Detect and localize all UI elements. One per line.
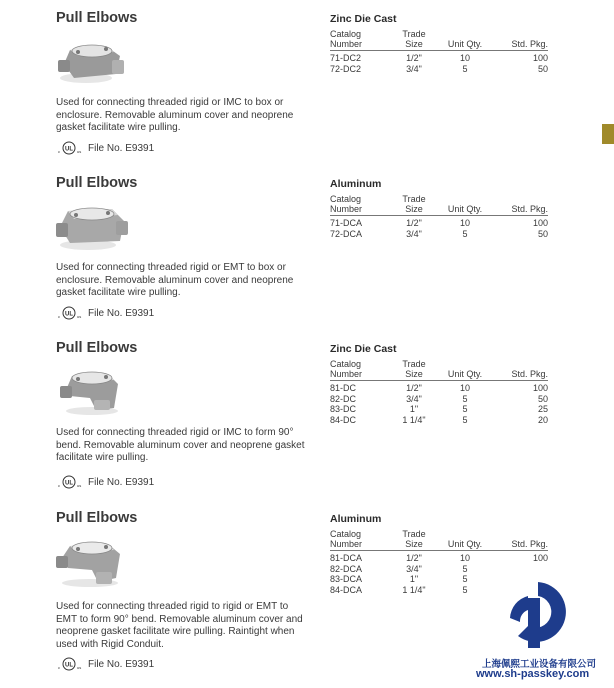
std-pkg-cell: 50 <box>537 63 548 74</box>
product-section <box>0 330 614 500</box>
unit-qty-cell: 10 <box>459 383 470 393</box>
product-description: Used for connecting threaded rigid or IMC to form 90° bend. Removable aluminum cover and neoprene gasket facilitate wire pulling. <box>56 427 305 463</box>
svg-text:us: us <box>77 483 82 488</box>
file-number: File No. E9391 <box>88 476 155 488</box>
product-title: Pull Elbows <box>56 340 138 356</box>
certification <box>56 657 154 671</box>
material-label: Zinc Die Cast <box>330 13 397 25</box>
col-trade-size: Trade Size <box>402 194 426 214</box>
trade-size-cell: 1" <box>409 574 419 584</box>
std-pkg-cell: 100 <box>532 553 548 563</box>
svg-text:c: c <box>58 483 60 488</box>
trade-size-cell: 1/2" <box>406 553 422 563</box>
table-row <box>330 394 548 405</box>
unit-qty-cell: 5 <box>462 393 468 404</box>
catalog-number-cell: 83-DC <box>330 404 357 414</box>
col-unit-qty: Unit Qty. <box>447 369 483 379</box>
catalog-number-cell: 72-DC2 <box>330 63 362 74</box>
svg-text:us: us <box>77 149 82 154</box>
catalog-number-cell: 81-DC <box>330 383 357 393</box>
company-website: www.sh-passkey.com <box>476 668 590 680</box>
unit-qty-cell: 5 <box>462 63 468 74</box>
catalog-number-cell: 82-DC <box>330 393 357 404</box>
col-catalog-number: Catalog Number <box>330 29 363 49</box>
file-number: File No. E9391 <box>88 142 155 154</box>
trade-size-cell: 3/4" <box>406 63 422 74</box>
std-pkg-cell: 100 <box>532 383 548 393</box>
unit-qty-cell: 10 <box>459 53 470 63</box>
col-trade-size: Trade Size <box>402 359 426 379</box>
unit-qty-cell: 10 <box>459 218 470 228</box>
material-label: Zinc Die Cast <box>330 343 397 355</box>
table-row <box>330 216 548 229</box>
spec-table <box>330 359 548 425</box>
spec-header-row <box>330 529 548 551</box>
company-logo-icon <box>498 578 578 650</box>
product-title: Pull Elbows <box>56 10 138 26</box>
spec-header-row <box>330 29 548 51</box>
ul-listed-icon <box>56 141 82 155</box>
table-row <box>330 564 548 575</box>
ul-mark-text: UL <box>65 146 73 153</box>
table-row <box>330 64 548 75</box>
trade-size-cell: 1/2" <box>406 383 422 393</box>
col-trade-size: Trade Size <box>402 529 426 549</box>
trade-size-cell: 1 1/4" <box>402 414 426 425</box>
col-std-pkg: Std. Pkg. <box>511 39 548 49</box>
ul-listed-icon <box>56 306 82 320</box>
spec-table <box>330 194 548 239</box>
table-row <box>330 381 548 394</box>
svg-text:c: c <box>58 314 60 319</box>
pull-elbow-photo <box>56 364 128 416</box>
table-row <box>330 415 548 426</box>
col-unit-qty: Unit Qty. <box>447 539 483 549</box>
company-name: 上海佩熙工业设备有限公司 <box>482 659 597 670</box>
std-pkg-cell: 20 <box>537 414 548 425</box>
certification <box>56 306 154 320</box>
ul-mark-text: UL <box>65 311 73 318</box>
std-pkg-cell <box>496 564 548 575</box>
catalog-number-cell: 71-DCA <box>330 218 363 228</box>
trade-size-cell: 3/4" <box>406 563 422 574</box>
catalog-number-cell: 71-DC2 <box>330 53 362 63</box>
product-description: Used for connecting threaded rigid to rigid or EMT to EMT to form 90° bend. Removable aluminum cover and neoprene gasket facilitate wire pulling. Raintight when used with Rigid Conduit. <box>56 601 303 650</box>
ul-listed-icon <box>56 475 82 489</box>
col-unit-qty: Unit Qty. <box>447 39 483 49</box>
col-std-pkg: Std. Pkg. <box>511 204 548 214</box>
unit-qty-cell: 5 <box>462 228 468 239</box>
std-pkg-cell: 100 <box>532 53 548 63</box>
trade-size-cell: 1" <box>409 404 419 414</box>
spec-header-row <box>330 359 548 381</box>
col-unit-qty: Unit Qty. <box>447 204 483 214</box>
table-row <box>330 51 548 64</box>
trade-size-cell: 1/2" <box>406 218 422 228</box>
catalog-number-cell: 84-DC <box>330 414 357 425</box>
pull-elbow-photo <box>56 536 128 588</box>
col-catalog-number: Catalog Number <box>330 194 363 214</box>
trade-size-cell: 1/2" <box>406 53 422 63</box>
unit-qty-cell: 5 <box>462 574 468 584</box>
pull-elbow-photo <box>56 34 128 86</box>
pull-elbow-photo <box>56 199 128 251</box>
file-number: File No. E9391 <box>88 307 155 319</box>
product-title: Pull Elbows <box>56 175 138 191</box>
unit-qty-cell: 5 <box>462 414 468 425</box>
unit-qty-cell: 10 <box>459 553 470 563</box>
std-pkg-cell: 50 <box>537 393 548 404</box>
material-label: Aluminum <box>330 513 382 525</box>
ul-mark-text: UL <box>65 480 73 487</box>
trade-size-cell: 1 1/4" <box>402 584 426 595</box>
ul-listed-icon <box>56 657 82 671</box>
product-title: Pull Elbows <box>56 510 138 526</box>
col-catalog-number: Catalog Number <box>330 359 363 379</box>
col-trade-size: Trade Size <box>402 29 426 49</box>
ul-mark-text: UL <box>65 662 73 669</box>
product-section <box>0 165 614 335</box>
spec-table <box>330 29 548 74</box>
spec-header-row <box>330 194 548 216</box>
col-std-pkg: Std. Pkg. <box>511 369 548 379</box>
std-pkg-cell: 25 <box>537 404 548 414</box>
unit-qty-cell: 5 <box>462 563 468 574</box>
product-description: Used for connecting threaded rigid or IMC to box or enclosure. Removable aluminum cover and neoprene gasket facilitate wire pulling. <box>56 97 294 133</box>
trade-size-cell: 3/4" <box>406 228 422 239</box>
file-number: File No. E9391 <box>88 658 155 670</box>
std-pkg-cell: 50 <box>537 228 548 239</box>
col-std-pkg: Std. Pkg. <box>511 539 548 549</box>
catalog-number-cell: 81-DCA <box>330 553 363 563</box>
svg-text:us: us <box>77 665 82 670</box>
catalog-number-cell: 82-DCA <box>330 563 363 574</box>
catalog-number-cell: 84-DCA <box>330 584 363 595</box>
certification <box>56 141 154 155</box>
svg-text:c: c <box>58 149 60 154</box>
product-description: Used for connecting threaded rigid or EMT to box or enclosure. Removable aluminum cover and neoprene gasket facilitate wire pulling. <box>56 262 294 298</box>
material-label: Aluminum <box>330 178 382 190</box>
svg-text:c: c <box>58 665 60 670</box>
table-row <box>330 229 548 240</box>
table-row <box>330 551 548 564</box>
svg-text:us: us <box>77 314 82 319</box>
std-pkg-cell: 100 <box>532 218 548 228</box>
table-row <box>330 404 548 415</box>
unit-qty-cell: 5 <box>462 404 468 414</box>
product-section <box>0 0 614 170</box>
catalog-number-cell: 83-DCA <box>330 574 363 584</box>
unit-qty-cell: 5 <box>462 584 468 595</box>
trade-size-cell: 3/4" <box>406 393 422 404</box>
col-catalog-number: Catalog Number <box>330 529 363 549</box>
certification <box>56 475 154 489</box>
catalog-number-cell: 72-DCA <box>330 228 363 239</box>
